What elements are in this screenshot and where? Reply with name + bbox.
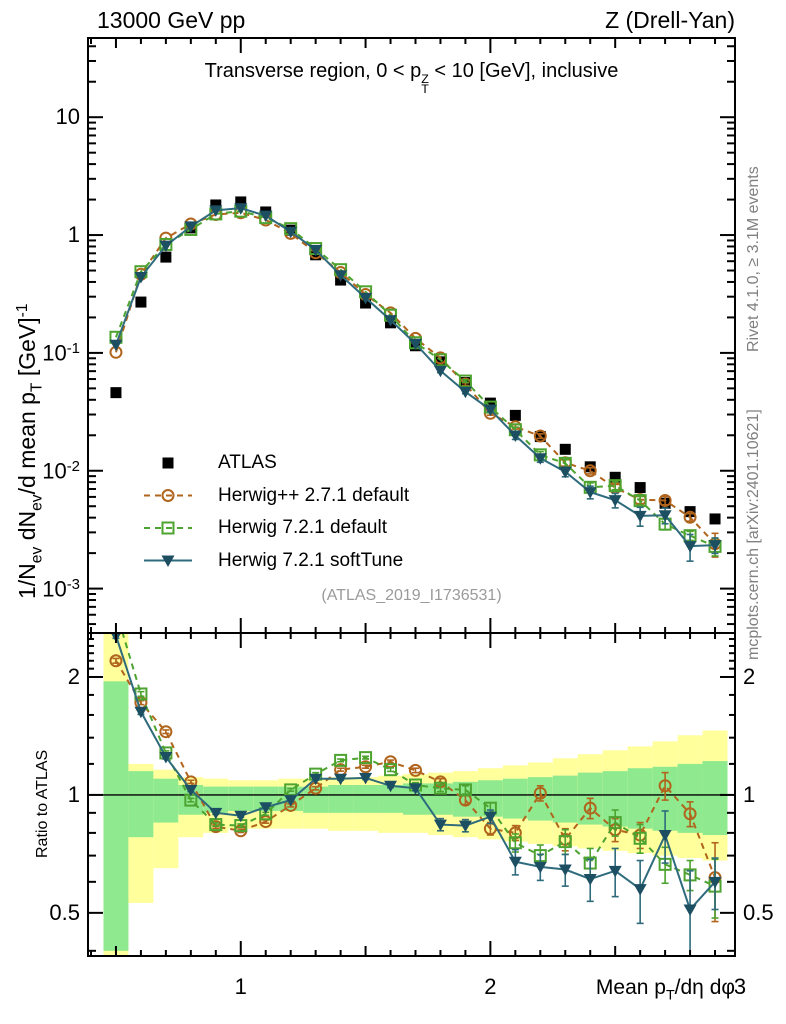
ytick-ratio-left-0.5: 0.5: [49, 899, 80, 925]
ytick-main-10-2: $10^{-2}$: [42, 457, 80, 484]
ytick-main-10-3: $10^{-3}$: [42, 575, 80, 602]
analysis-id-watermark: (ATLAS_2019_I1736531): [321, 587, 502, 604]
ytick-ratio-left-2: 2: [67, 663, 80, 689]
legend-label-1: Herwig++ 2.7.1 default: [218, 484, 410, 506]
series-atlas: [110, 196, 720, 524]
ytick-main-10: 10: [55, 104, 80, 130]
y-axis-label-ratio: Ratio to ATLAS: [34, 749, 51, 858]
legend-label-3: Herwig 7.2.1 softTune: [218, 549, 404, 571]
ytick-ratio-right-1: 1: [743, 781, 756, 807]
legend-label-0: ATLAS: [218, 452, 277, 473]
process-label: Z (Drell-Yan): [605, 7, 735, 33]
beam-energy-label: 13000 GeV pp: [97, 7, 246, 33]
series-main-2: [109, 203, 721, 561]
y-axis-label-main: $1/N_{ev}$ $dN_{ev}/d$ mean $p_T$ [GeV]$^{-1}$: [14, 303, 46, 599]
rivet-version-note: Rivet 4.1.0, ≥ 3.1M events: [745, 166, 762, 352]
series-main-1: [110, 206, 720, 556]
legend-label-2: Herwig 7.2.1 default: [218, 517, 387, 538]
x-axis-label: Mean $p_T/d\eta$ dφ: [595, 976, 735, 1004]
legend-markers: [144, 458, 192, 568]
mcplots-arxiv-note: mcplots.cern.ch [arXiv:2401.10621]: [745, 409, 762, 660]
ytick-ratio-right-0.5: 0.5: [743, 899, 774, 925]
plot-title: Transverse region, 0 < p Z T < 10 [GeV], inclusive: [204, 60, 619, 96]
xtick-3: 3: [733, 974, 747, 999]
ytick-main-1: 1: [67, 222, 80, 248]
ytick-ratio-left-1: 1: [67, 781, 80, 807]
series-main-0: [110, 207, 720, 557]
xtick-1: 1: [234, 974, 247, 999]
xtick-2: 2: [484, 974, 497, 999]
ytick-ratio-right-2: 2: [743, 663, 756, 689]
ytick-main-10-1: $10^{-1}$: [42, 339, 80, 366]
